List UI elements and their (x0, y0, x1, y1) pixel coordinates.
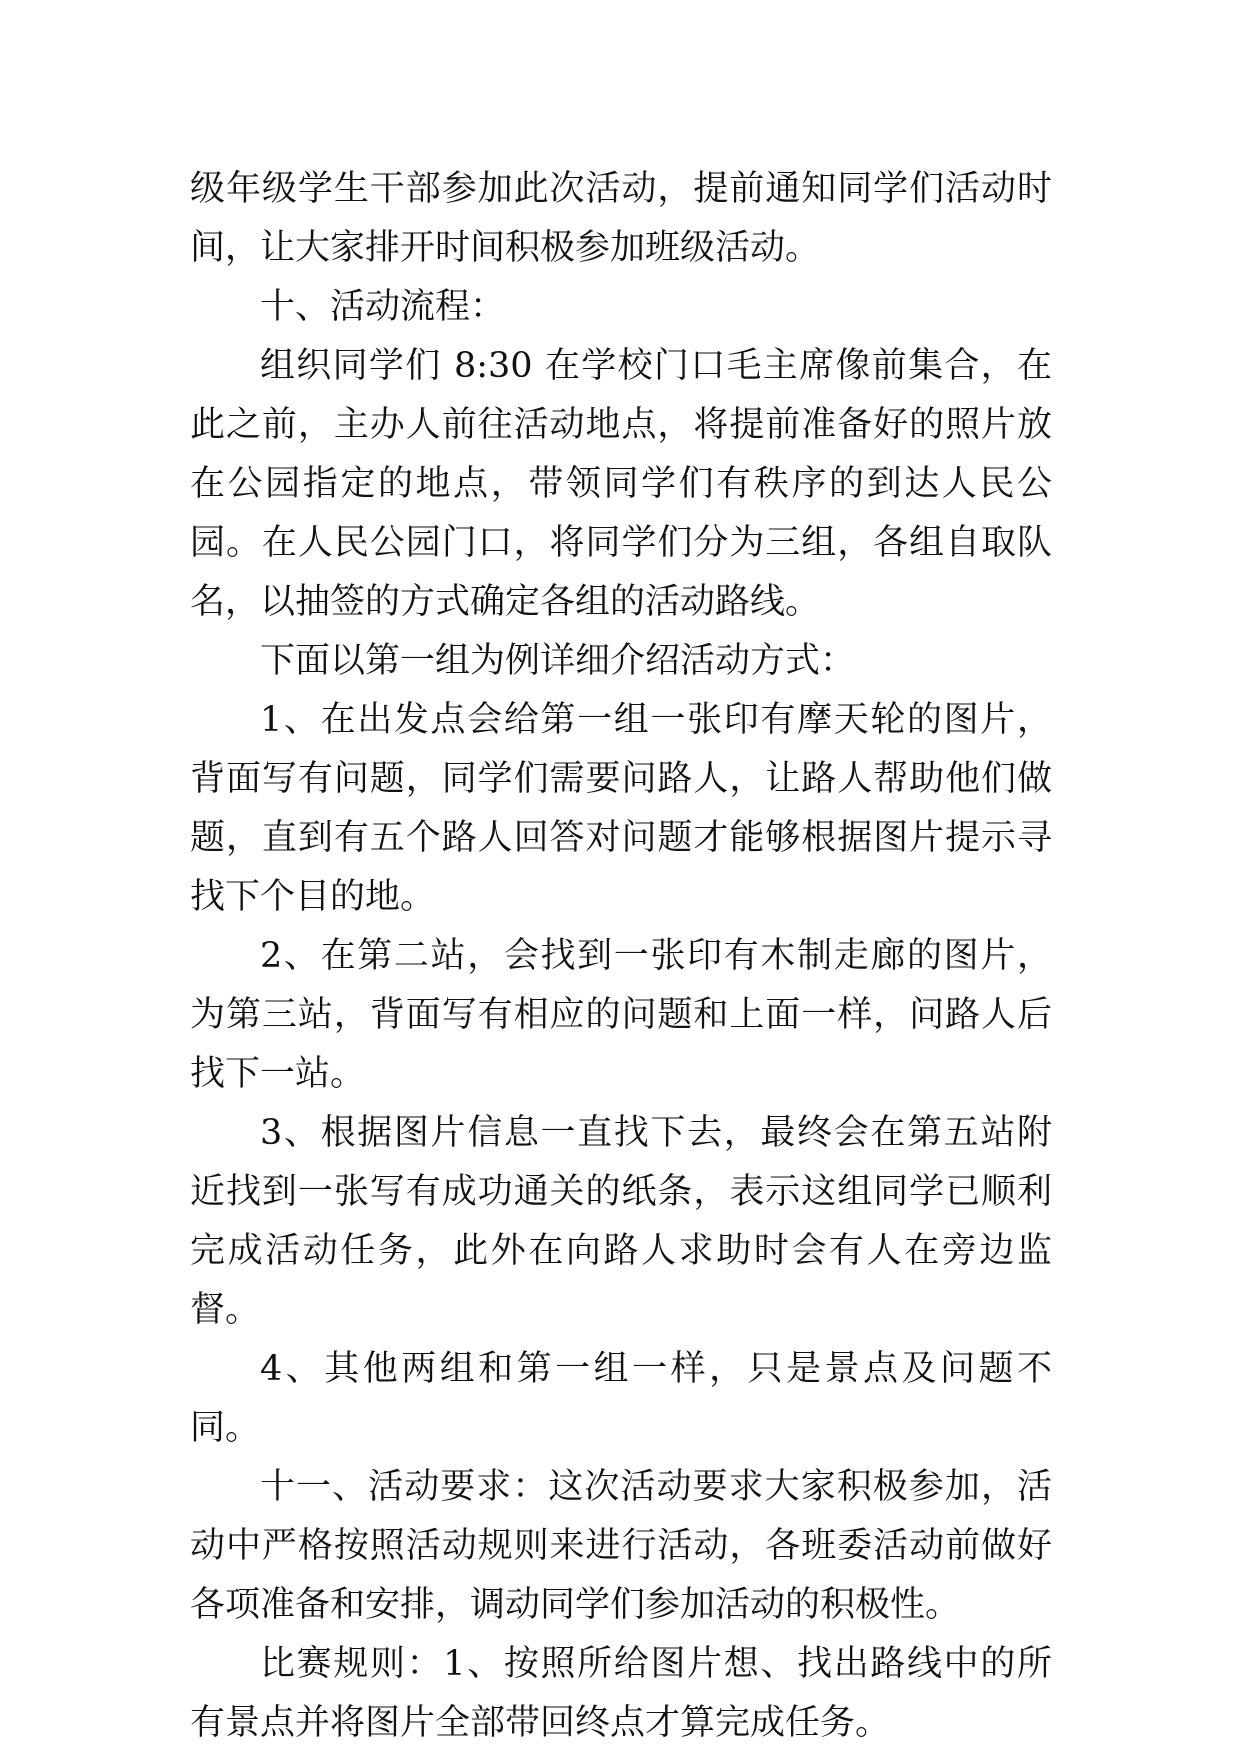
paragraph-step-4: 4、其他两组和第一组一样，只是景点及问题不同。 (190, 1349, 1052, 1448)
body-text (190, 160, 1052, 1753)
paragraph-gathering: 组织同学们 8:30 在学校门口毛主席像前集合，在此之前，主办人前往活动地点，将提前准备好的照片放在公园指定的地点，带领同学们有秩序的到达人民公园。在人民公园门口，将同学们分为三组，各组自取队名，以抽签的方式确定各组的活动路线。 (190, 346, 1052, 622)
section-activity-requirements: 十一、活动要求：这次活动要求大家积极参加，活动中严格按照活动规则来进行活动，各班委活动前做好各项准备和安排，调动同学们参加活动的积极性。 (190, 1467, 1052, 1625)
paragraph-step-2: 2、在第二站，会找到一张印有木制走廊的图片，为第三站，背面写有相应的问题和上面一样，问路人后找下一站。 (190, 936, 1052, 1094)
paragraph-step-3: 3、根据图片信息一直找下去，最终会在第五站附近找到一张写有成功通关的纸条，表示这组同学已顺利完成活动任务，此外在向路人求助时会有人在旁边监督。 (190, 1113, 1052, 1330)
paragraph-continuation: 级年级学生干部参加此次活动，提前通知同学们活动时间，让大家排开时间积极参加班级活动。 (190, 169, 1052, 268)
paragraph-example-intro: 下面以第一组为例详细介绍活动方式： (260, 641, 856, 681)
paragraph-competition-rules: 比赛规则：1、按照所给图片想、找出路线中的所有景点并将图片全部带回终点才算完成任务。 (190, 1644, 1052, 1743)
paragraph-step-1: 1、在出发点会给第一组一张印有摩天轮的图片，背面写有问题，同学们需要问路人，让路人帮助他们做题，直到有五个路人回答对问题才能够根据图片提示寻找下个目的地。 (190, 700, 1052, 917)
section-heading-activity-process: 十、活动流程： (260, 287, 506, 327)
